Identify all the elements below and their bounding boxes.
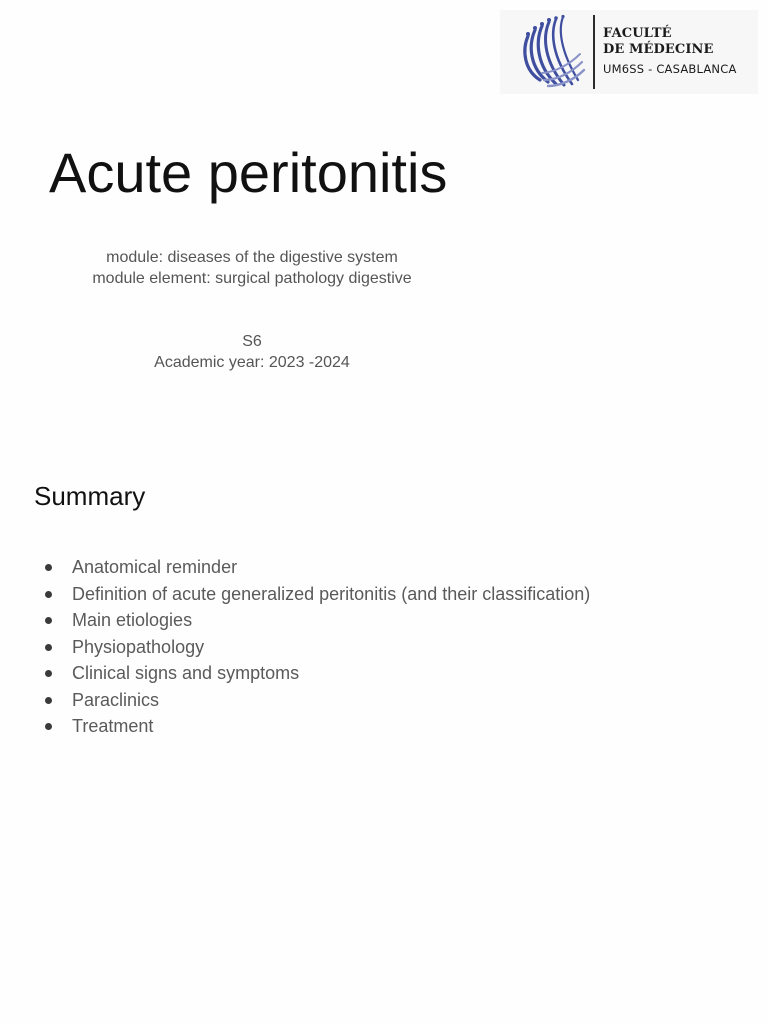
module-line: module: diseases of the digestive system	[106, 249, 398, 266]
summary-item: Treatment	[40, 713, 590, 740]
summary-item: Definition of acute generalized peritonitis (and their classification)	[40, 581, 590, 608]
summary-item: Clinical signs and symptoms	[40, 660, 590, 687]
logo-text-faculte: FACULTÉ	[603, 26, 672, 41]
term-info	[40, 331, 464, 373]
summary-item: Main etiologies	[40, 607, 590, 634]
module-info	[40, 247, 464, 289]
summary-heading: Summary	[34, 481, 146, 511]
semester-label: S6	[242, 333, 262, 350]
logo-text-de-medecine: DE MÉDECINE	[603, 42, 714, 57]
summary-item: Anatomical reminder	[40, 554, 590, 581]
summary-item: Paraclinics	[40, 687, 590, 714]
logo-text-institution: UM6SS - CASABLANCA	[603, 62, 737, 76]
academic-year-label: Academic year: 2023 -2024	[154, 354, 350, 371]
faculty-logo	[500, 10, 758, 94]
summary-item: Physiopathology	[40, 634, 590, 661]
faculty-emblem-icon	[518, 14, 588, 90]
logo-divider	[593, 15, 595, 89]
module-element-line: module element: surgical pathology digestive	[92, 270, 412, 287]
summary-list	[40, 554, 590, 740]
document-title: Acute peritonitis	[49, 141, 448, 204]
